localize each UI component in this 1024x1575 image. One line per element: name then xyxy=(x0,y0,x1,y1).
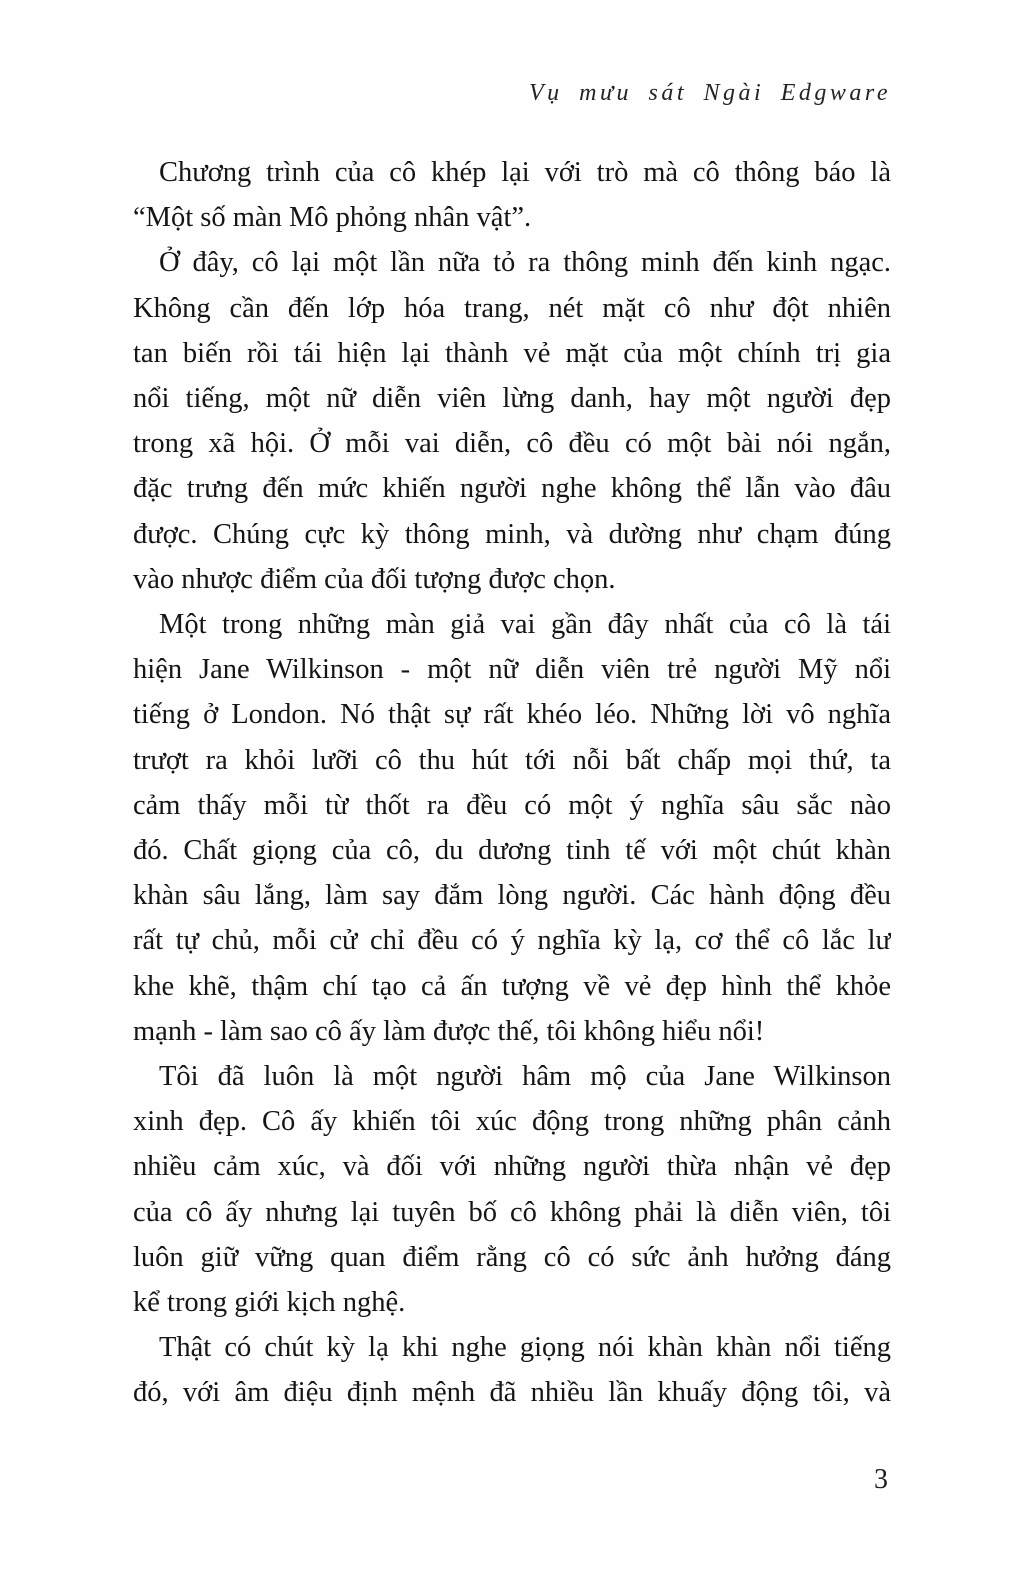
paragraph xyxy=(133,150,891,240)
text-line: khe khẽ, thậm chí tạo cả ấn tượng về vẻ đẹp hình thể khỏe xyxy=(133,970,891,1002)
text-line: trong xã hội. Ở mỗi vai diễn, cô đều có một bài nói ngắn, xyxy=(133,428,891,460)
paragraph xyxy=(133,1054,891,1325)
text-line: nhiều cảm xúc, và đối với những người thừa nhận vẻ đẹp xyxy=(133,1151,891,1183)
text-line: trượt ra khỏi lưỡi cô thu hút tới nỗi bất chấp mọi thứ, ta xyxy=(133,744,891,776)
text-line: Một trong những màn giả vai gần đây nhất của cô là tái xyxy=(159,609,891,641)
text-line: Chương trình của cô khép lại với trò mà cô thông báo là xyxy=(159,157,891,188)
text-line: được. Chúng cực kỳ thông minh, và dường như chạm đúng xyxy=(133,518,891,550)
text-line: xinh đẹp. Cô ấy khiến tôi xúc động trong những phân cảnh xyxy=(133,1106,891,1138)
paragraph xyxy=(133,602,891,1054)
text-line: khàn sâu lắng, làm say đắm lòng người. Các hành động đều xyxy=(133,880,891,912)
text-line: rất tự chủ, mỗi cử chỉ đều có ý nghĩa kỳ lạ, cơ thể cô lắc lư xyxy=(133,925,891,957)
text-line: vào nhược điểm của đối tượng được chọn. xyxy=(133,563,616,595)
text-line: tiếng ở London. Nó thật sự rất khéo léo. Những lời vô nghĩa xyxy=(133,699,891,731)
text-line: tan biến rồi tái hiện lại thành vẻ mặt của một chính trị gia xyxy=(133,337,891,369)
text-line: cảm thấy mỗi từ thốt ra đều có một ý nghĩa sâu sắc nào xyxy=(133,789,891,821)
text-line: Không cần đến lớp hóa trang, nét mặt cô như đột nhiên xyxy=(133,292,891,324)
text-line: của cô ấy nhưng lại tuyên bố cô không phải là diễn viên, tôi xyxy=(133,1196,891,1228)
text-line: đó, với âm điệu định mệnh đã nhiều lần khuấy động tôi, và xyxy=(133,1377,891,1409)
paragraph xyxy=(133,1325,891,1415)
text-line: luôn giữ vững quan điểm rằng cô có sức ảnh hưởng đáng xyxy=(133,1241,891,1273)
text-line: nổi tiếng, một nữ diễn viên lừng danh, hay một người đẹp xyxy=(133,383,891,415)
text-line: đó. Chất giọng của cô, du dương tinh tế với một chút khàn xyxy=(133,835,891,867)
running-title: Vụ mưu sát Ngài Edgware xyxy=(528,80,891,106)
text-line: đặc trưng đến mức khiến người nghe không thể lẫn vào đâu xyxy=(133,473,891,505)
text-line: Tôi đã luôn là một người hâm mộ của Jane Wilkinson xyxy=(159,1061,891,1093)
text-line: “Một số màn Mô phỏng nhân vật”. xyxy=(133,202,532,234)
text-line: Thật có chút kỳ lạ khi nghe giọng nói khàn khàn nổi tiếng xyxy=(159,1332,891,1364)
page-body xyxy=(133,150,891,1416)
paragraph xyxy=(133,240,891,602)
text-line: kể trong giới kịch nghệ. xyxy=(133,1287,406,1319)
page-number: 3 xyxy=(874,1464,888,1495)
text-line: hiện Jane Wilkinson - một nữ diễn viên trẻ người Mỹ nổi xyxy=(133,654,891,686)
text-line: Ở đây, cô lại một lần nữa tỏ ra thông minh đến kinh ngạc. xyxy=(159,247,891,279)
text-line: mạnh - làm sao cô ấy làm được thế, tôi không hiểu nổi! xyxy=(133,1015,765,1047)
